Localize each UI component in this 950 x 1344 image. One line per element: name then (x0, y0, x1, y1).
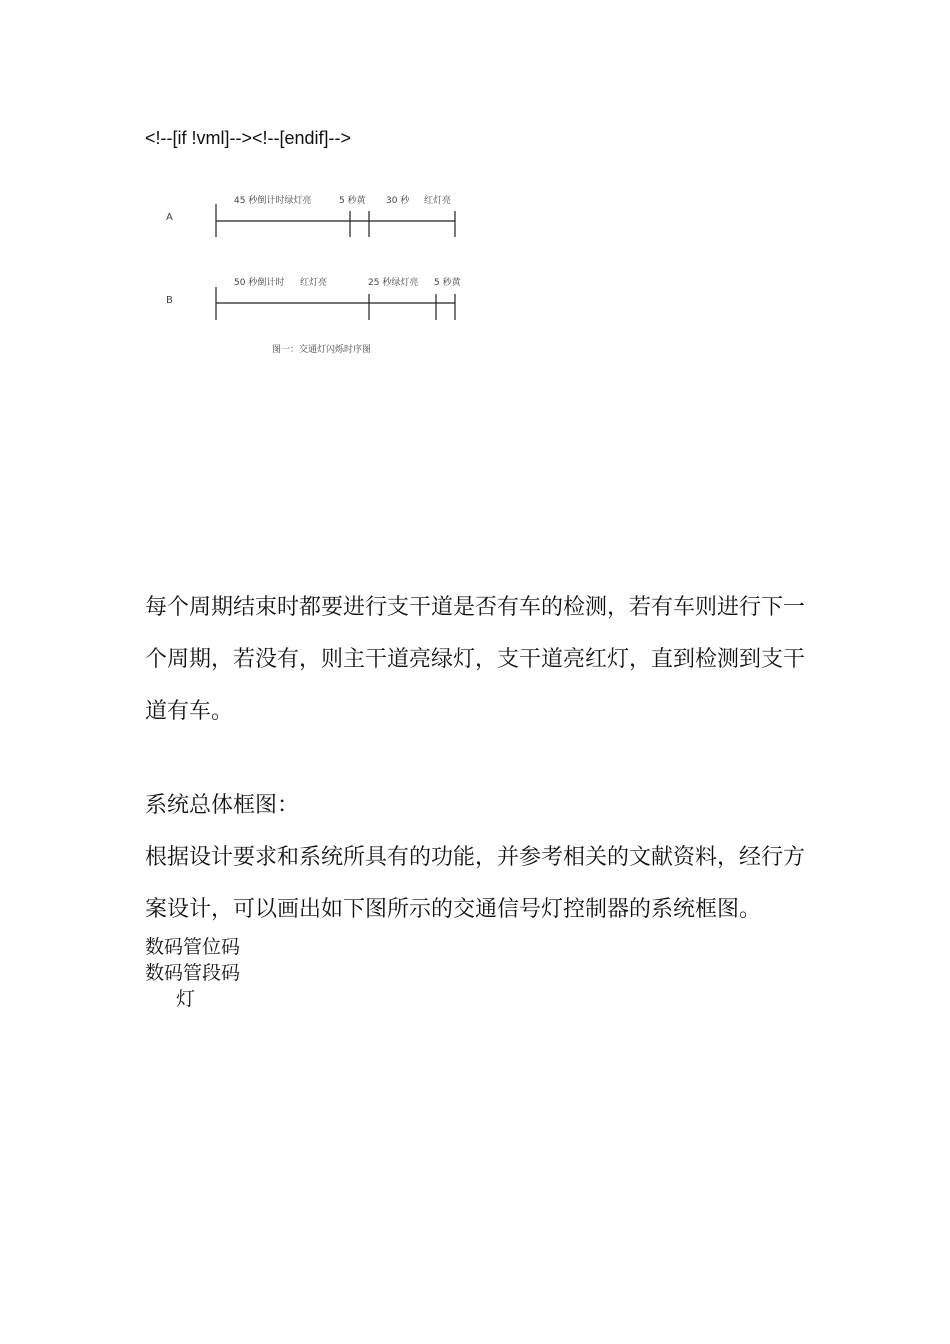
block-diagram-intro-paragraph: 根据设计要求和系统所具有的功能，并参考相关的文献资料，经行方案设计，可以画出如下图所示的交通信号灯控制器的系统框图。 (145, 845, 806, 922)
light-label: 灯 (176, 988, 196, 1010)
row-a-letter: A (166, 212, 173, 223)
diagram-caption: 图一：交通灯闪烁时序图 (272, 345, 372, 355)
segment-code-label: 数码管段码 (145, 962, 241, 984)
row-a-label-yellow: 5 秒黄 (339, 196, 366, 206)
row-b-label-green: 25 秒绿灯亮 (368, 278, 419, 288)
row-b-label-yellow: 5 秒黄 (434, 278, 461, 288)
row-a-label-green: 45 秒倒计时绿灯亮 (234, 196, 312, 206)
row-a-label-red: 红灯亮 (424, 196, 452, 206)
vml-comment-text: <!--[if !vml]--><!--[endif]--> (145, 128, 352, 148)
row-b-label-countdown: 50 秒倒计时 (234, 278, 285, 288)
row-a-label-red-duration: 30 秒 (386, 196, 410, 206)
traffic-light-timing-diagram (150, 180, 490, 370)
row-b-label-red: 红灯亮 (300, 278, 328, 288)
digit-select-label: 数码管位码 (145, 936, 241, 958)
row-b-letter: B (166, 295, 173, 306)
cycle-detection-paragraph: 每个周期结束时都要进行支干道是否有车的检测，若有车则进行下一个周期，若没有，则主干道亮绿灯，支干道亮红灯，直到检测到支干道有车。 (145, 595, 806, 724)
system-block-diagram-heading: 系统总体框图： (145, 793, 300, 818)
